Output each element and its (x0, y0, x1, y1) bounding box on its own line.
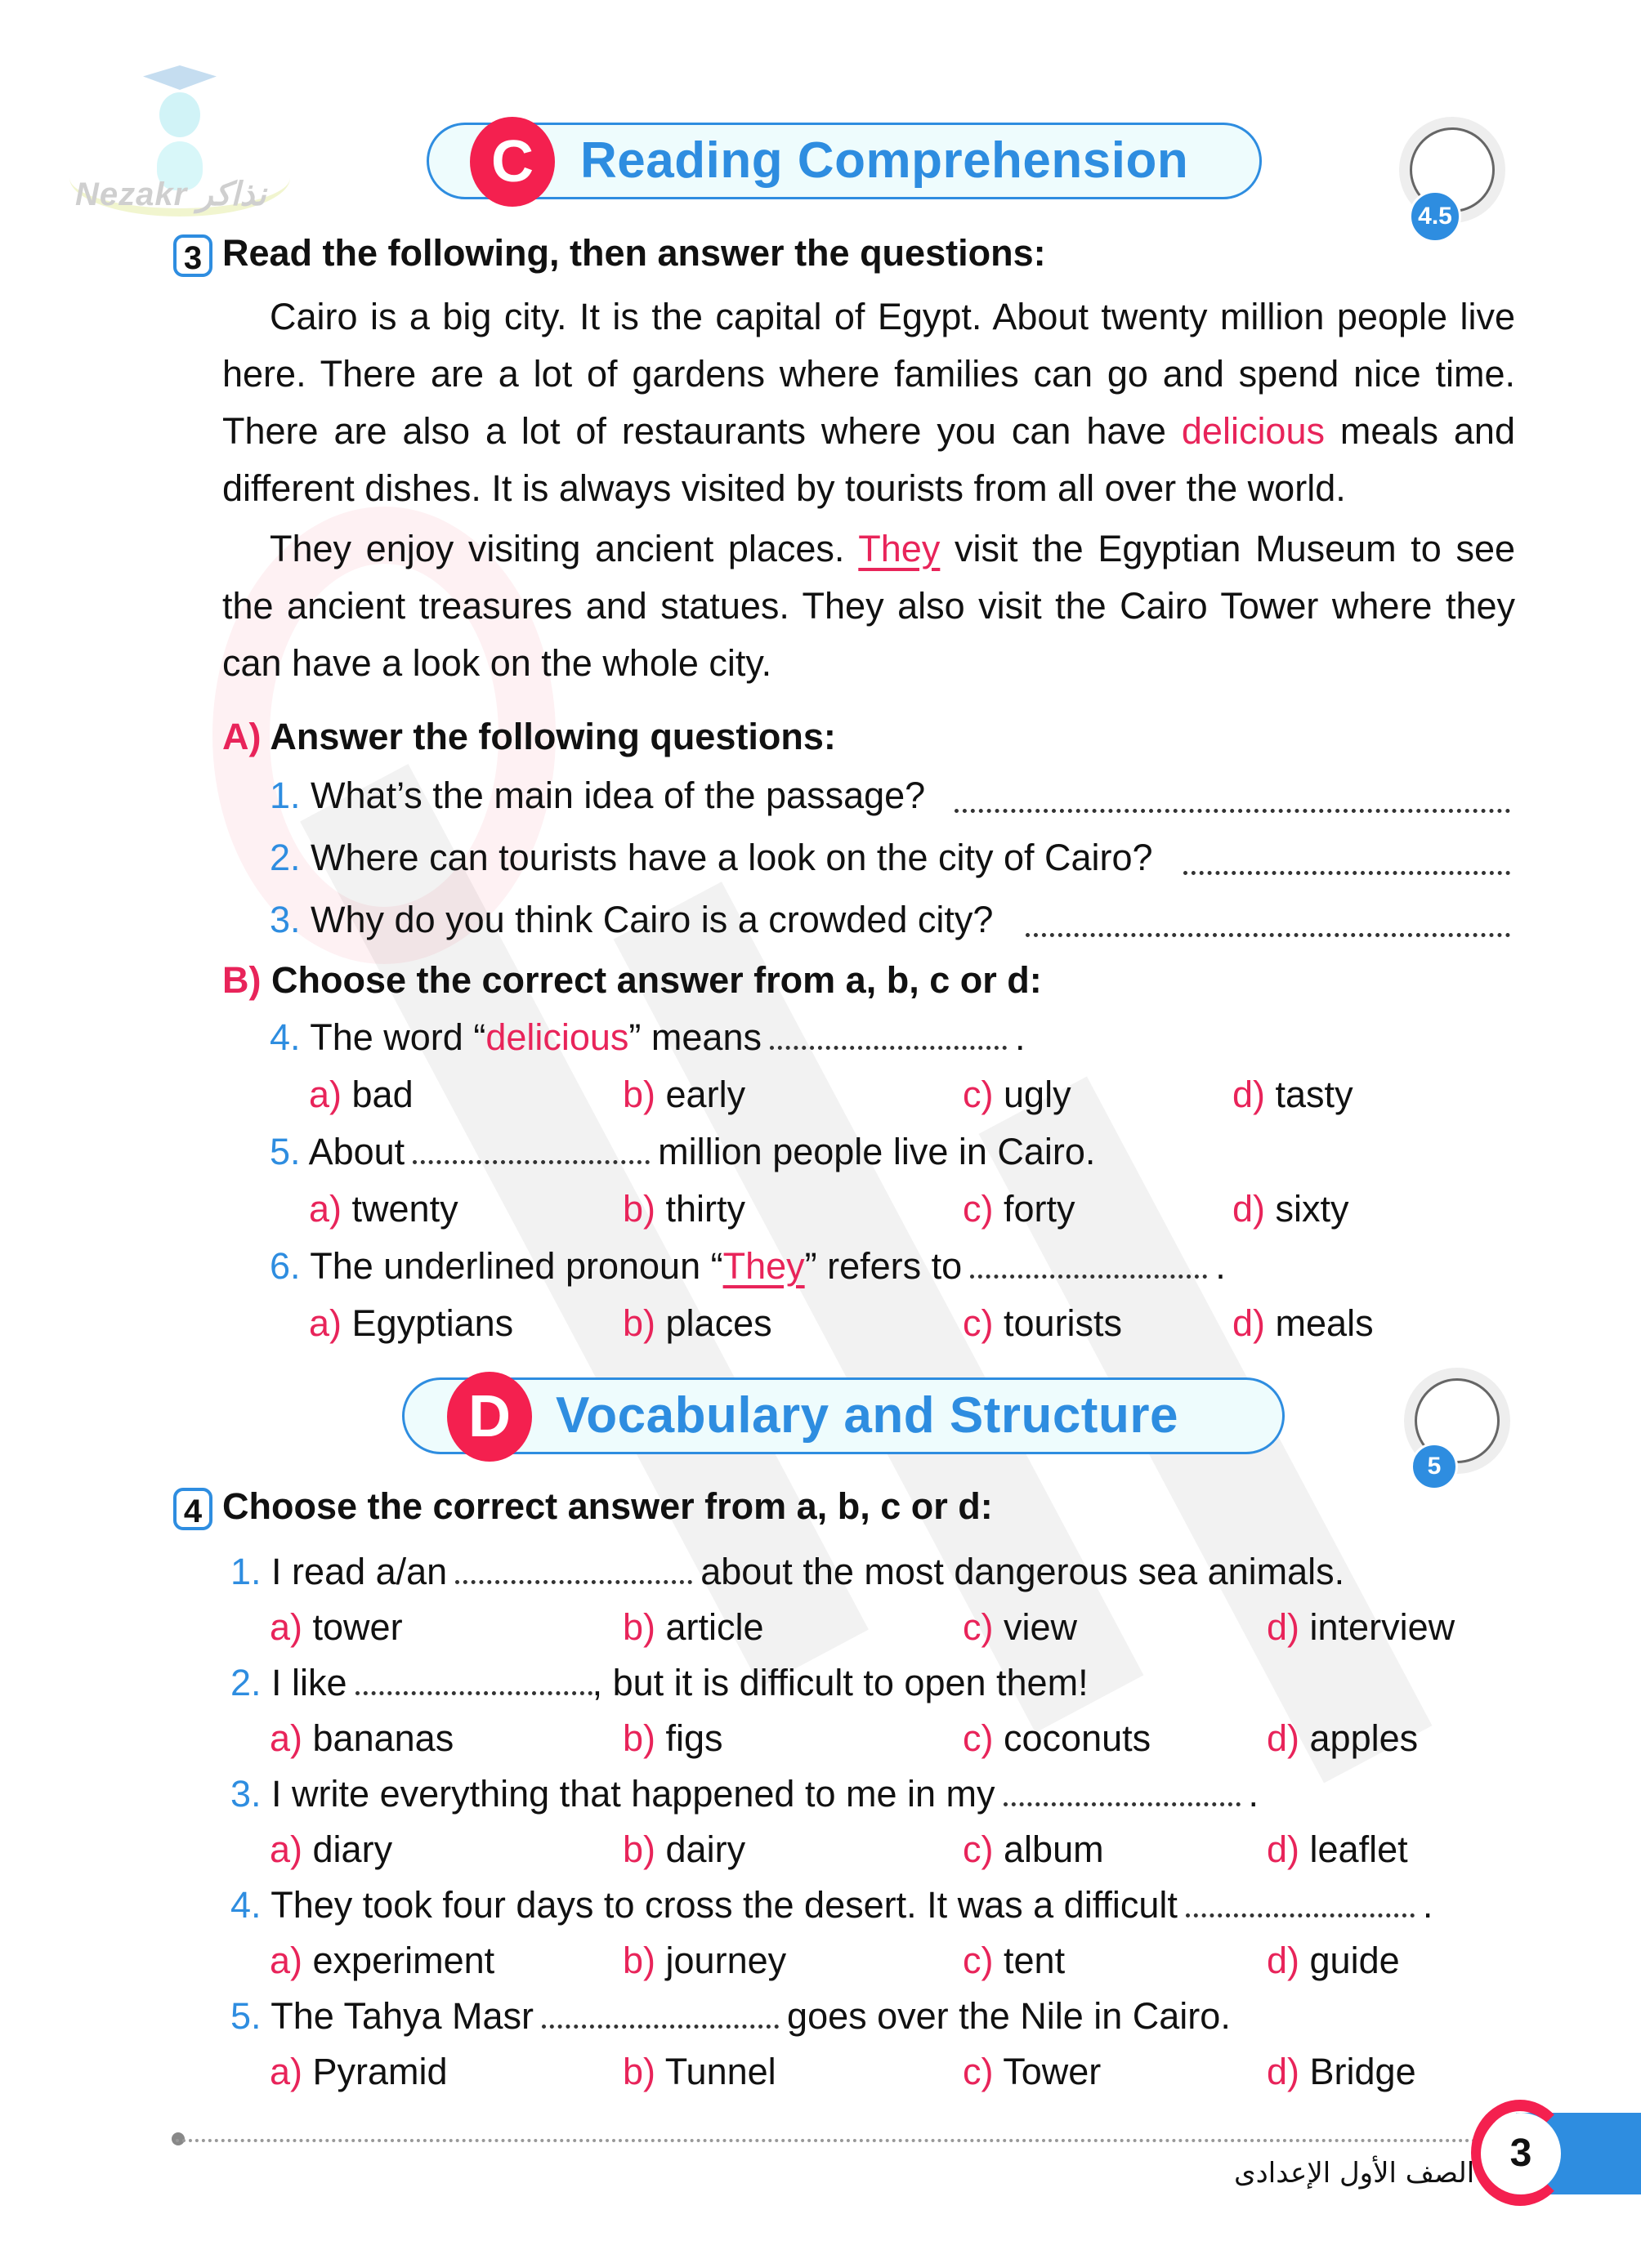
answer-blank[interactable] (355, 1683, 592, 1695)
option-letter: b) (623, 1188, 656, 1230)
question-item (270, 775, 925, 817)
option-letter: a) (270, 1606, 303, 1648)
option-text: journey (665, 1940, 787, 1981)
question-number: 4. (230, 1884, 262, 1926)
question-text: I like (271, 1662, 347, 1703)
question-text: million people live in Cairo. (658, 1131, 1096, 1172)
question-item (270, 1131, 1095, 1173)
option-b[interactable] (623, 1302, 772, 1345)
option-letter: b) (623, 1940, 656, 1981)
question-text: What’s the main idea of the passage? (311, 775, 926, 816)
option-letter: d) (1232, 1302, 1266, 1344)
question-item (230, 1773, 1259, 1815)
question-instruction: Choose the correct answer from a, b, c or d: (222, 1485, 993, 1527)
option-letter: c) (963, 2051, 994, 2092)
question-text: goes over the Nile in Cairo. (787, 1995, 1231, 2037)
score-badge: 4.5 (1409, 190, 1461, 243)
question-number: 4. (270, 1016, 301, 1058)
question-text: Where can tourists have a look on the city of Cairo? (311, 837, 1153, 878)
option-text: ugly (1004, 1074, 1071, 1115)
question-item (270, 837, 1153, 879)
question-text: The underlined pronoun “ (310, 1245, 723, 1287)
question-number: 5. (270, 1131, 301, 1172)
question-item (270, 1016, 1026, 1059)
part-a-heading (222, 716, 836, 758)
option-letter: b) (623, 2051, 656, 2092)
option-letter: d) (1232, 1188, 1266, 1230)
question-text: , but it is difficult to open them! (592, 1662, 1089, 1703)
option-text: Bridge (1309, 2051, 1416, 2092)
passage-text: visit the Egyptian Museum to see the ancient treasures and statues. They also visit the Cairo Tower where they can have a look on the whole city. (222, 528, 1516, 684)
answer-blank[interactable] (1183, 867, 1510, 875)
page-number: 3 (1481, 2113, 1561, 2194)
option-letter: a) (309, 1074, 342, 1115)
option-letter: d) (1267, 2051, 1300, 2092)
question-number: 2. (230, 1662, 262, 1703)
option-text: tourists (1004, 1302, 1123, 1344)
option-c[interactable] (963, 2051, 1101, 2093)
option-text: diary (312, 1828, 393, 1870)
option-d[interactable] (1267, 2051, 1416, 2093)
question-number: 6. (270, 1245, 301, 1287)
option-a[interactable] (270, 2051, 448, 2093)
question-heading (173, 232, 1046, 277)
section-letter-badge: C (470, 117, 555, 207)
answer-blank[interactable] (770, 1038, 1007, 1050)
highlighted-word: delicious (485, 1016, 629, 1058)
option-letter: c) (963, 1828, 994, 1870)
score-badge: 5 (1411, 1443, 1458, 1490)
question-item (270, 1245, 1226, 1288)
option-letter: c) (963, 1074, 994, 1115)
question-number: 2. (270, 837, 301, 878)
option-text: Egyptians (351, 1302, 514, 1344)
question-text: They took four days to cross the desert. It was a difficult (271, 1884, 1178, 1926)
question-item (230, 1995, 1231, 2038)
section-title: Vocabulary and Structure (556, 1387, 1178, 1444)
section-title: Reading Comprehension (580, 132, 1189, 189)
option-d[interactable] (1267, 1606, 1455, 1649)
option-letter: b) (623, 1302, 656, 1344)
option-c[interactable] (963, 1606, 1077, 1649)
answer-blank[interactable] (1026, 929, 1510, 937)
section-d-banner (402, 1377, 1285, 1454)
option-text: view (1004, 1606, 1078, 1648)
logo-head (159, 92, 200, 137)
option-text: forty (1004, 1188, 1075, 1230)
option-text: Pyramid (312, 2051, 448, 2092)
option-a[interactable] (270, 1606, 403, 1649)
option-text: tasty (1275, 1074, 1353, 1115)
question-number-badge: 4 (173, 1488, 212, 1530)
option-b[interactable] (623, 1717, 723, 1760)
question-item (230, 1884, 1433, 1926)
option-d[interactable] (1232, 1188, 1349, 1230)
question-text: I read a/an (271, 1551, 448, 1592)
section-letter-badge: D (447, 1372, 532, 1462)
option-text: figs (665, 1717, 723, 1759)
option-letter: c) (963, 1940, 994, 1981)
question-number: 3. (230, 1773, 262, 1815)
highlighted-word: delicious (1181, 410, 1325, 452)
option-letter: a) (270, 1828, 303, 1870)
option-text: leaflet (1309, 1828, 1408, 1870)
option-text: tower (312, 1606, 403, 1648)
question-text: Why do you think Cairo is a crowded city? (311, 899, 994, 940)
option-text: album (1004, 1828, 1104, 1870)
answer-blank[interactable] (955, 805, 1510, 813)
option-letter: c) (963, 1188, 994, 1230)
question-item (230, 1551, 1344, 1593)
option-a[interactable] (309, 1074, 414, 1116)
option-letter: a) (270, 2051, 303, 2092)
option-letter: d) (1267, 1717, 1300, 1759)
option-letter: b) (623, 1717, 656, 1759)
option-text: article (665, 1606, 764, 1648)
option-a[interactable] (309, 1302, 513, 1345)
question-text: about the most dangerous sea animals. (700, 1551, 1345, 1592)
question-text: About (308, 1131, 405, 1172)
passage-paragraph (222, 288, 1515, 517)
option-text: places (665, 1302, 772, 1344)
option-text: twenty (351, 1188, 458, 1230)
option-letter: a) (270, 1940, 303, 1981)
option-letter: b) (623, 1828, 656, 1870)
question-item (270, 899, 993, 941)
option-text: apples (1309, 1717, 1419, 1759)
option-letter: a) (270, 1717, 303, 1759)
option-a[interactable] (309, 1188, 458, 1230)
question-text: . (1248, 1773, 1259, 1815)
question-text: . (1014, 1016, 1026, 1058)
option-letter: a) (309, 1302, 342, 1344)
reading-passage (222, 288, 1515, 692)
question-text: The Tahya Masr (271, 1995, 534, 2037)
question-number: 3. (270, 899, 301, 940)
option-text: experiment (312, 1940, 495, 1981)
option-text: bad (351, 1074, 414, 1115)
option-text: Tunnel (664, 2051, 776, 2092)
option-b[interactable] (623, 1606, 764, 1649)
option-letter: d) (1267, 1606, 1300, 1648)
option-letter: b) (623, 1606, 656, 1648)
part-title: Choose the correct answer from a, b, c or d: (271, 959, 1042, 1001)
option-text: dairy (665, 1828, 746, 1870)
question-text: The word “ (310, 1016, 486, 1058)
option-c[interactable] (963, 1940, 1065, 1982)
option-text: Tower (1003, 2051, 1102, 2092)
option-b[interactable] (623, 1074, 745, 1116)
question-item (230, 1662, 1089, 1704)
question-text: . (1215, 1245, 1226, 1287)
option-d[interactable] (1267, 1940, 1400, 1982)
part-label: B) (222, 959, 262, 1001)
option-text: interview (1309, 1606, 1455, 1648)
option-letter: d) (1232, 1074, 1266, 1115)
option-d[interactable] (1232, 1074, 1353, 1116)
option-text: tent (1004, 1940, 1066, 1981)
option-letter: a) (309, 1188, 342, 1230)
option-d[interactable] (1232, 1302, 1374, 1345)
question-text: ” means (628, 1016, 762, 1058)
passage-text: Cairo is a big city. It is the capital of Egypt. About twenty million people live here. There are a lot of gardens where families can go and spend nice time. There are also a lot of restaurants where you can have (222, 296, 1515, 452)
underlined-pronoun: They (722, 1245, 805, 1287)
option-a[interactable] (270, 1717, 454, 1760)
question-number: 1. (230, 1551, 262, 1592)
score-ring (1399, 117, 1505, 230)
question-number-badge: 3 (173, 234, 212, 277)
answer-blank[interactable] (1004, 1794, 1241, 1806)
option-d[interactable] (1267, 1717, 1418, 1760)
part-label: A) (222, 716, 262, 757)
option-a[interactable] (270, 1940, 494, 1982)
answer-blank[interactable] (413, 1152, 650, 1164)
option-letter: c) (963, 1302, 994, 1344)
score-ring (1404, 1368, 1510, 1480)
option-text: thirty (665, 1188, 746, 1230)
option-text: guide (1309, 1940, 1400, 1981)
option-c[interactable] (963, 1188, 1075, 1230)
nezakr-logo (65, 61, 302, 225)
option-letter: d) (1267, 1940, 1300, 1981)
option-text: early (665, 1074, 746, 1115)
option-text: sixty (1275, 1188, 1349, 1230)
option-d[interactable] (1267, 1828, 1408, 1871)
section-c-banner (427, 123, 1262, 199)
option-b[interactable] (623, 1828, 745, 1871)
option-b[interactable] (623, 1188, 745, 1230)
option-b[interactable] (623, 1940, 786, 1982)
answer-blank[interactable] (1186, 1905, 1415, 1918)
part-title: Answer the following questions: (270, 716, 836, 757)
option-text: coconuts (1004, 1717, 1151, 1759)
question-text: ” refers to (804, 1245, 963, 1287)
question-number: 1. (270, 775, 301, 816)
graduation-cap-icon (143, 65, 217, 90)
question-text: I write everything that happened to me in my (271, 1773, 995, 1815)
logo-text: Nezakr نذاكر (75, 176, 266, 212)
passage-text: meals and different dishes. It is always visited by tourists from all over the world. (222, 410, 1515, 509)
option-c[interactable] (963, 1074, 1071, 1116)
footer-divider (176, 2139, 1483, 2142)
underlined-pronoun: They (858, 528, 941, 569)
option-letter: c) (963, 1717, 994, 1759)
option-c[interactable] (963, 1828, 1104, 1871)
option-c[interactable] (963, 1717, 1151, 1760)
option-a[interactable] (270, 1828, 392, 1871)
grade-label: الصف الأول الإعدادى (1234, 2157, 1475, 2190)
option-letter: d) (1267, 1828, 1300, 1870)
question-number: 5. (230, 1995, 262, 2037)
option-letter: c) (963, 1606, 994, 1648)
option-c[interactable] (963, 1302, 1122, 1345)
answer-blank[interactable] (970, 1266, 1207, 1279)
answer-blank[interactable] (542, 2016, 779, 2029)
passage-text: They enjoy visiting ancient places. (270, 528, 859, 569)
question-text: . (1422, 1884, 1433, 1926)
option-letter: b) (623, 1074, 656, 1115)
option-b[interactable] (623, 2051, 776, 2093)
answer-blank[interactable] (455, 1572, 692, 1584)
passage-paragraph (222, 520, 1515, 692)
question-instruction: Read the following, then answer the questions: (222, 232, 1046, 274)
option-text: bananas (312, 1717, 454, 1759)
part-b-heading (222, 959, 1042, 1002)
question-heading (173, 1485, 993, 1530)
option-text: meals (1275, 1302, 1374, 1344)
